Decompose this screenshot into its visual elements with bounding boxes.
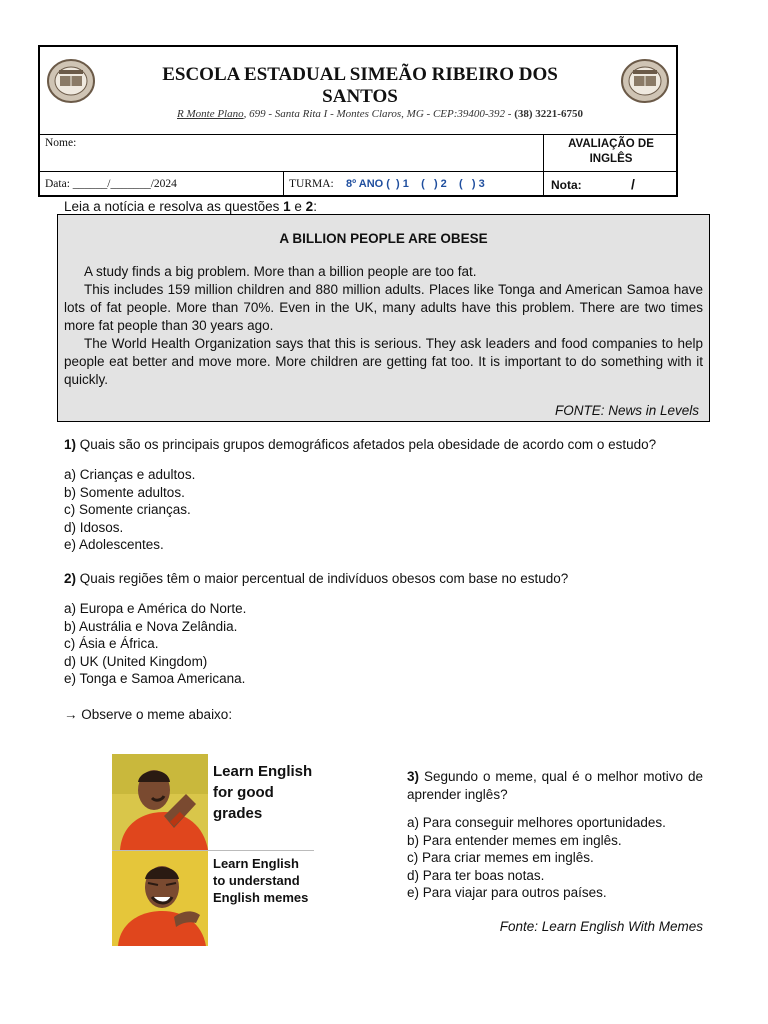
grade-slash: /	[631, 176, 635, 192]
option-item[interactable]: d) UK (United Kingdom)	[64, 653, 208, 669]
option-item[interactable]: c) Para criar memes em inglês.	[407, 850, 594, 866]
news-paragraph: A study finds a big problem. More than a billion people are too fat.	[84, 264, 477, 279]
option-item[interactable]: b) Somente adultos.	[64, 484, 185, 500]
date-field[interactable]: Data: ______/_______/2024	[45, 178, 177, 190]
name-field-label[interactable]: Nome:	[45, 137, 77, 149]
question-2-options	[64, 600, 246, 688]
option-item[interactable]: b) Austrália e Nova Zelândia.	[64, 618, 238, 634]
option-item[interactable]: e) Tonga e Samoa Americana.	[64, 671, 246, 687]
drake-approve-image	[112, 851, 208, 946]
option-item[interactable]: c) Somente crianças.	[64, 502, 191, 518]
news-body	[64, 263, 703, 389]
option-item[interactable]: e) Adolescentes.	[64, 537, 164, 553]
news-paragraph: The World Health Organization says that this is serious. They ask leaders and food companies to help people eat better and move more. More children are getting fat too. It is important to do something with it quickly.	[64, 336, 703, 387]
address-phone: (38) 3221-6750	[514, 108, 583, 120]
meme-instruction: → Observe o meme abaixo:	[64, 707, 233, 722]
class-options[interactable]: 8º ANO ( ) 1 ( ) 2 ( ) 3	[346, 178, 485, 190]
school-seal-icon	[620, 58, 670, 104]
option-item[interactable]: a) Para conseguir melhores oportunidades.	[407, 815, 666, 830]
school-seal-icon	[46, 58, 96, 104]
news-title: A BILLION PEOPLE ARE OBESE	[279, 231, 488, 246]
question-3-options	[407, 814, 666, 902]
drake-meme	[112, 754, 314, 946]
header-box	[38, 45, 678, 197]
grade-label: Nota:	[551, 178, 582, 192]
address-street: R Monte Plano	[177, 108, 244, 120]
option-item[interactable]: d) Idosos.	[64, 519, 124, 535]
option-item[interactable]: c) Ásia e África.	[64, 636, 159, 652]
news-article-box	[57, 214, 710, 422]
school-name: ESCOLA ESTADUAL SIMEÃO RIBEIRO DOS SANTOS	[162, 64, 558, 107]
option-item[interactable]: a) Europa e América do Norte.	[64, 601, 247, 616]
question-2: 2) Quais regiões têm o maior percentual de indivíduos obesos com base no estudo?	[64, 571, 569, 586]
meme-top-caption: Learn English for good grades	[213, 763, 313, 822]
meme-source: Fonte: Learn English With Memes	[499, 919, 703, 934]
option-item[interactable]: b) Para entender memes em inglês.	[407, 832, 622, 848]
news-paragraph: This includes 159 million children and 880 million adults. Places like Tonga and American Samoa have lots of fat people. More than 70%. Even in the UK, many adults have this problem. There are two times more fat people than 30 years ago.	[64, 282, 703, 333]
school-address	[140, 108, 620, 120]
evaluation-label: AVALIAÇÃO DE INGLÊS	[568, 138, 654, 165]
question-3: 3) Segundo o meme, qual é o melhor motivo de aprender inglês?	[407, 769, 703, 802]
question-1-options	[64, 466, 195, 554]
meme-bottom-caption: Learn English to understand English memes	[213, 856, 309, 905]
option-item[interactable]: d) Para ter boas notas.	[407, 867, 545, 883]
option-item[interactable]: e) Para viajar para outros países.	[407, 885, 607, 901]
reading-instruction: Leia a notícia e resolva as questões 1 e 2:	[64, 199, 317, 214]
question-1: 1) Quais são os principais grupos demográficos afetados pela obesidade de acordo com o estudo?	[64, 437, 657, 452]
drake-disapprove-image	[112, 754, 208, 850]
address-rest: , 699 - Santa Rita I - Montes Claros, MG - CEP:39400-392 -	[243, 108, 515, 120]
news-source: FONTE: News in Levels	[554, 403, 699, 418]
class-label: TURMA:	[289, 178, 334, 190]
option-item[interactable]: a) Crianças e adultos.	[64, 467, 196, 482]
